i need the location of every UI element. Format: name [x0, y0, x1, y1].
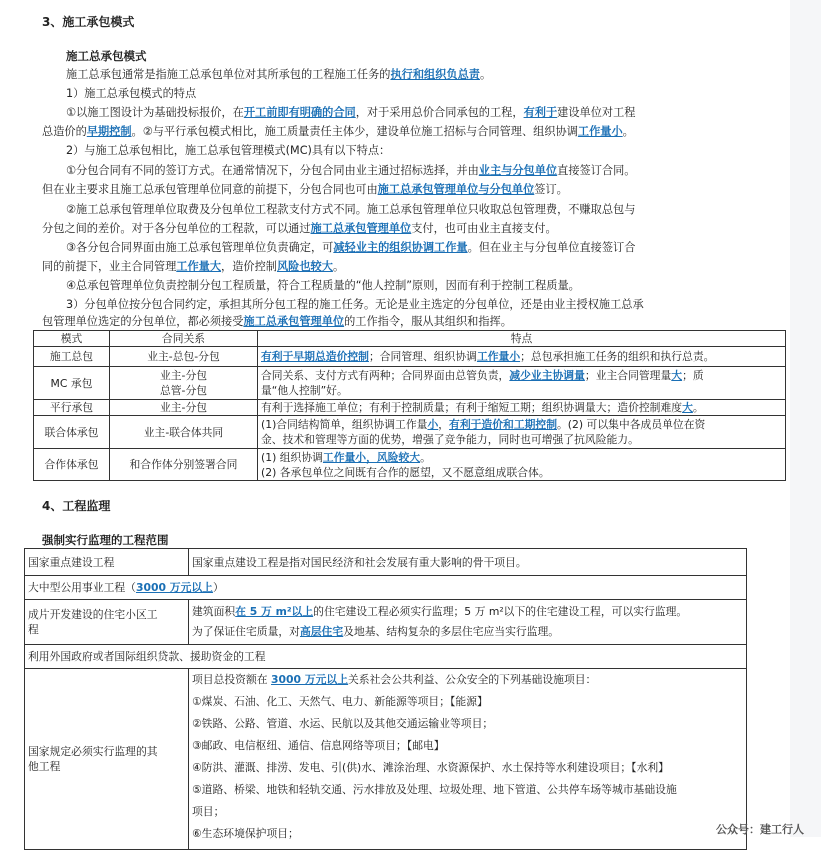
relation-cell: 业主-总包-分包 [110, 347, 258, 367]
col-header-features: 特点 [258, 331, 786, 347]
para-1-line-1: ①以施工图设计为基础投标报价，在开工前即有明确的合同，对于采用总价合同承包的工程，有利于建设单位对工程 [66, 106, 636, 119]
scope-detail-cell: 建筑面积在 5 万 m²以上的住宅建设工程必须实行监理；5 万 m²以下的住宅建设工程，可以实行监理。 为了保证住宅质量，对高层住宅及地基、结构复杂的多层住宅应当实行监理。 [189, 600, 747, 645]
features-cell: (1)合同结构简单，组织协调工作量小，有利于造价和工期控制。(2) 可以集中各成员单位在资 金、技术和管理等方面的优势，增强了竞争能力，同时也可增强了抗风险能力。 [258, 416, 786, 449]
para-4-line-1: ③各分包合同界面由施工总承包管理单位负责确定，可减轻业主的组织协调工作量。但在业主与分包单位直接签订合 [66, 241, 636, 254]
item-2-title: 2）与施工总承包相比，施工总承包管理模式(MC)具有以下特点： [66, 144, 391, 157]
col-header-relation: 合同关系 [110, 331, 258, 347]
relation-cell: 业主-分包 [110, 400, 258, 416]
features-cell: 有利于早期总造价控制；合同管理、组织协调工作量小；总包承担施工任务的组织和执行总责。 [258, 347, 786, 367]
table-row [34, 416, 786, 449]
page-side-strip [790, 0, 821, 837]
item-1-title: 1）施工总承包模式的特点 [66, 87, 197, 100]
table-row [25, 549, 747, 576]
para-2-line-2: 但在业主要求且施工总承包管理单位同意的前提下，分包合同也可由施工总承包管理单位与分包单位签订。 [42, 183, 568, 196]
scope-detail-cell: 国家重点建设工程是指对国民经济和社会发展有重大影响的骨干项目。 [189, 549, 747, 576]
table-row [25, 645, 747, 669]
scope-full-row-cell: 大中型公用事业工程（3000 万元以上） [25, 576, 747, 600]
mode-cell: MC 承包 [34, 367, 110, 400]
para-1-line-2: 总造价的早期控制。②与平行承包模式相比，施工质量责任主体少，建设单位施工招标与合同管理、组织协调工作量小。 [42, 125, 634, 138]
para-6-line-2: 包管理单位选定的分包单位，都必须接受施工总承包管理单位的工作指令，服从其组织和指挥。 [42, 315, 512, 328]
section-4-heading: 4、工程监理 [42, 499, 111, 513]
para-3-line-1: ②施工总承包管理单位取费及分包单位工程款支付方式不同。施工总承包管理单位只收取总包管理费，不赚取总包与 [66, 203, 636, 216]
para-3-line-2: 分包之间的差价。对于各分包单位的工程款，可以通过施工总承包管理单位支付，也可由业主直接支付。 [42, 222, 557, 235]
para-6-line-1: 3）分包单位按分包合同约定，承担其所分包工程的施工任务。无论是业主选定的分包单位，还是由业主授权施工总承 [66, 298, 644, 311]
relation-cell: 和合作体分别签署合同 [110, 449, 258, 481]
section-3-heading: 3、施工承包模式 [42, 15, 135, 29]
mode-cell: 平行承包 [34, 400, 110, 416]
table-row [25, 576, 747, 600]
para-2-line-1: ①分包合同有不同的签订方式。在通常情况下，分包合同由业主通过招标选择，并由业主与分包单位直接签订合同。 [66, 164, 636, 177]
table-row [34, 449, 786, 481]
features-cell: 合同关系、支付方式有两种；合同界面由总管负责，减少业主协调量；业主合同管理量大；质 量“他人控制”好。 [258, 367, 786, 400]
supervision-scope-table [24, 548, 747, 850]
relation-cell: 业主-分包 总管-分包 [110, 367, 258, 400]
relation-cell: 业主-联合体共同 [110, 416, 258, 449]
table-row [34, 400, 786, 416]
section-4-subheading: 强制实行监理的工程范围 [42, 533, 169, 547]
table-header-row [34, 331, 786, 347]
para-4-line-2: 同的前提下，业主合同管理工作量大，造价控制风险也较大。 [42, 260, 345, 273]
section-3-subheading: 施工总承包模式 [66, 49, 147, 63]
scope-category-cell: 国家重点建设工程 [25, 549, 189, 576]
watermark-text: 公众号：建工行人 [716, 823, 804, 836]
scope-category-cell: 国家规定必须实行监理的其 他工程 [25, 669, 189, 850]
para-5: ④总承包管理单位负责控制分包工程质量，符合工程质量的“他人控制”原则，因而有利于控制工程质量。 [66, 279, 580, 292]
mode-cell: 合作体承包 [34, 449, 110, 481]
table-row [25, 669, 747, 850]
table-row [34, 347, 786, 367]
features-cell: (1) 组织协调工作量小，风险较大。 (2) 各承包单位之间既有合作的愿望，又不愿意组成联合体。 [258, 449, 786, 481]
scope-full-row-cell: 利用外国政府或者国际组织贷款、援助资金的工程 [25, 645, 747, 669]
mode-cell: 施工总包 [34, 347, 110, 367]
table-row [25, 600, 747, 645]
col-header-mode: 模式 [34, 331, 110, 347]
scope-category-cell: 成片开发建设的住宅小区工 程 [25, 600, 189, 645]
scope-detail-cell: 项目总投资额在 3000 万元以上关系社会公共利益、公众安全的下列基础设施项目： ①煤炭、石油、化工、天然气、电力、新能源等项目；【能源】 ②铁路、公路、管道、水运、民航以及其他交通运输业等项目； ③邮政、电信枢纽、通信、信息网络等项目；【邮电】 ④防洪、灌溉、排涝、发电、引(供)水、滩涂治理、水资源保护、水土保持等水利建设项目；【水利】 ⑤道路、桥梁、地铁和轻轨交通、污水排放及处理、垃圾处理、地下管道、公共停车场等城市基础设施 项目； ⑥生态环境保护项目； [189, 669, 747, 850]
intro-line: 施工总承包通常是指施工总承包单位对其所承包的工程施工任务的执行和组织负总责。 [66, 68, 492, 81]
mode-cell: 联合体承包 [34, 416, 110, 449]
mode-comparison-table [33, 330, 786, 481]
table-row [34, 367, 786, 400]
features-cell: 有利于选择施工单位；有利于控制质量；有利于缩短工期；组织协调量大；造价控制难度大。 [258, 400, 786, 416]
